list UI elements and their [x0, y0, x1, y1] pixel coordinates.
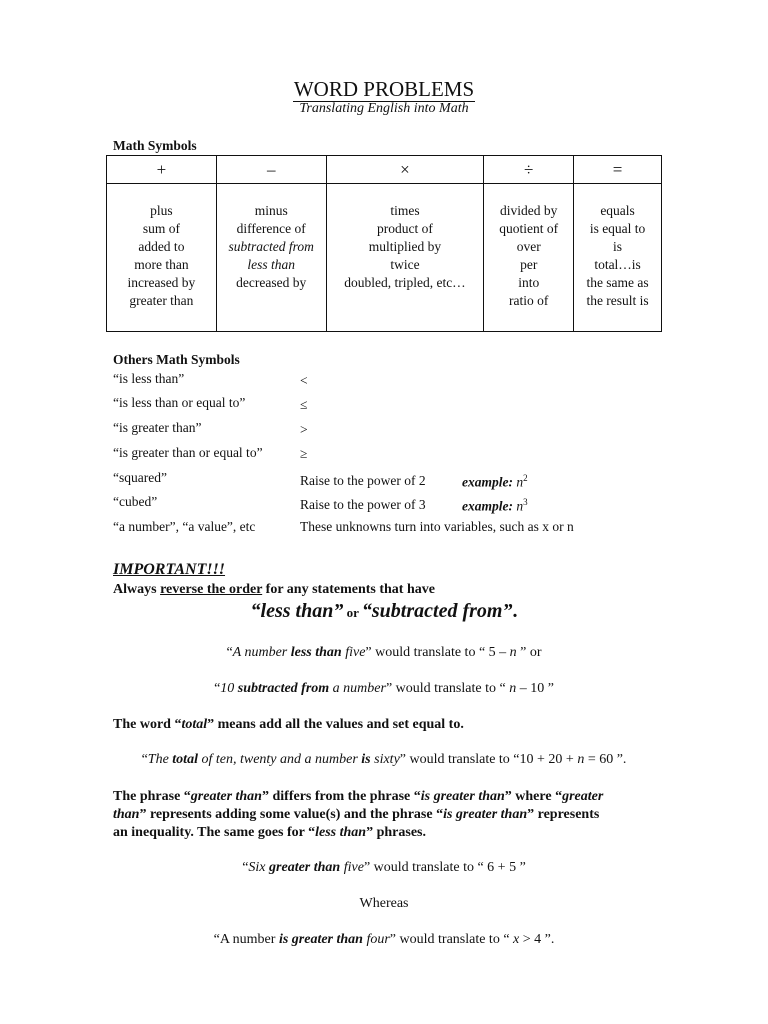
symbol-equals: = [574, 156, 662, 184]
word-line: decreased by [236, 275, 307, 290]
description: These unknowns turn into variables, such as x or n [300, 519, 574, 534]
symbol-divide: ÷ [484, 156, 574, 184]
description: Raise to the power of 2 [300, 473, 426, 488]
reverse-order-phrases: “less than” or “subtracted from”. [250, 600, 518, 622]
word-line: equals [600, 203, 635, 218]
word-line: the result is [586, 293, 649, 308]
phrase: “is greater than or equal to” [113, 445, 263, 460]
example-six-greater-than-five: “Six greater than five” would translate to “ 6 + 5 ” [242, 860, 526, 875]
word-line: multiplied by [368, 239, 442, 254]
word-line: sum of [142, 221, 180, 236]
word-line: less than [247, 257, 296, 272]
example-subtracted-from: “10 subtracted from a number” would translate to “ n – 10 ” [214, 681, 554, 696]
word-line: greater than [129, 293, 194, 308]
word-line: minus [254, 203, 288, 218]
math-symbols-table [106, 155, 662, 332]
symbol-times: × [326, 156, 484, 184]
important-heading: IMPORTANT!!! [113, 561, 226, 578]
word-line: twice [390, 257, 420, 272]
para-line: an inequality. The same goes for “less than” phrases. [113, 825, 426, 840]
total-rule: The word “total” means add all the values and set equal to. [113, 717, 464, 732]
phrase: “a number”, “a value”, etc [113, 519, 256, 534]
word-line: doubled, tripled, etc… [344, 275, 466, 290]
word-line: difference of [236, 221, 306, 236]
example-total: “The total of ten, twenty and a number is sixty” would translate to “10 + 20 + n = 60 ”. [141, 752, 627, 767]
example-is-greater-than-four: “A number is greater than four” would translate to “ x > 4 ”. [213, 932, 555, 947]
word-line: more than [134, 257, 189, 272]
reverse-order-rule: Always reverse the order for any statements that have [113, 582, 435, 597]
word-line: divided by [500, 203, 558, 218]
word-line: times [390, 203, 420, 218]
word-line: quotient of [499, 221, 559, 236]
divide-words [484, 184, 574, 332]
word-line: into [518, 275, 540, 290]
word-line: added to [138, 239, 185, 254]
symbol: > [300, 422, 308, 437]
page-title: WORD PROBLEMS [293, 77, 475, 101]
phrase: “is less than” [113, 371, 185, 386]
page-subtitle: Translating English into Math [299, 101, 469, 116]
example-label: example: $n^3$ [462, 497, 528, 514]
symbols-words-row [107, 184, 662, 332]
word-line: per [520, 257, 538, 272]
other-symbols-heading: Others Math Symbols [113, 352, 240, 367]
greater-than-explanation [113, 788, 653, 842]
math-symbols-heading: Math Symbols [113, 138, 197, 153]
example-less-than: “A number less than five” would translate to “ 5 – n ” or [226, 645, 542, 660]
symbol: ≤ [300, 397, 308, 412]
para-line: than” represents adding some value(s) and the phrase “is greater than” represents [113, 807, 600, 822]
symbols-header-row [107, 156, 662, 184]
word-line: over [516, 239, 541, 254]
plus-words [107, 184, 217, 332]
description: Raise to the power of 3 [300, 497, 426, 512]
phrase: “squared” [113, 470, 167, 485]
times-words [326, 184, 484, 332]
word-line: is [613, 239, 623, 254]
word-line: the same as [586, 275, 649, 290]
word-line: increased by [127, 275, 196, 290]
symbol: ≥ [300, 446, 308, 461]
example-label: example: $n^2$ [462, 473, 528, 490]
word-line: plus [150, 203, 173, 218]
symbol: < [300, 373, 308, 388]
phrase: “is less than or equal to” [113, 395, 246, 410]
word-line: total…is [594, 257, 641, 272]
minus-words [216, 184, 326, 332]
whereas-text: Whereas [359, 896, 409, 911]
symbol-plus: + [107, 156, 217, 184]
phrase: “is greater than” [113, 420, 202, 435]
word-line: subtracted from [228, 239, 314, 254]
word-line: product of [377, 221, 433, 236]
symbol-minus: – [216, 156, 326, 184]
equals-words [574, 184, 662, 332]
phrase: “cubed” [113, 494, 158, 509]
word-line: ratio of [509, 293, 549, 308]
word-line: is equal to [589, 221, 646, 236]
para-line: The phrase “greater than” differs from the phrase “is greater than” where “greater [113, 789, 604, 804]
